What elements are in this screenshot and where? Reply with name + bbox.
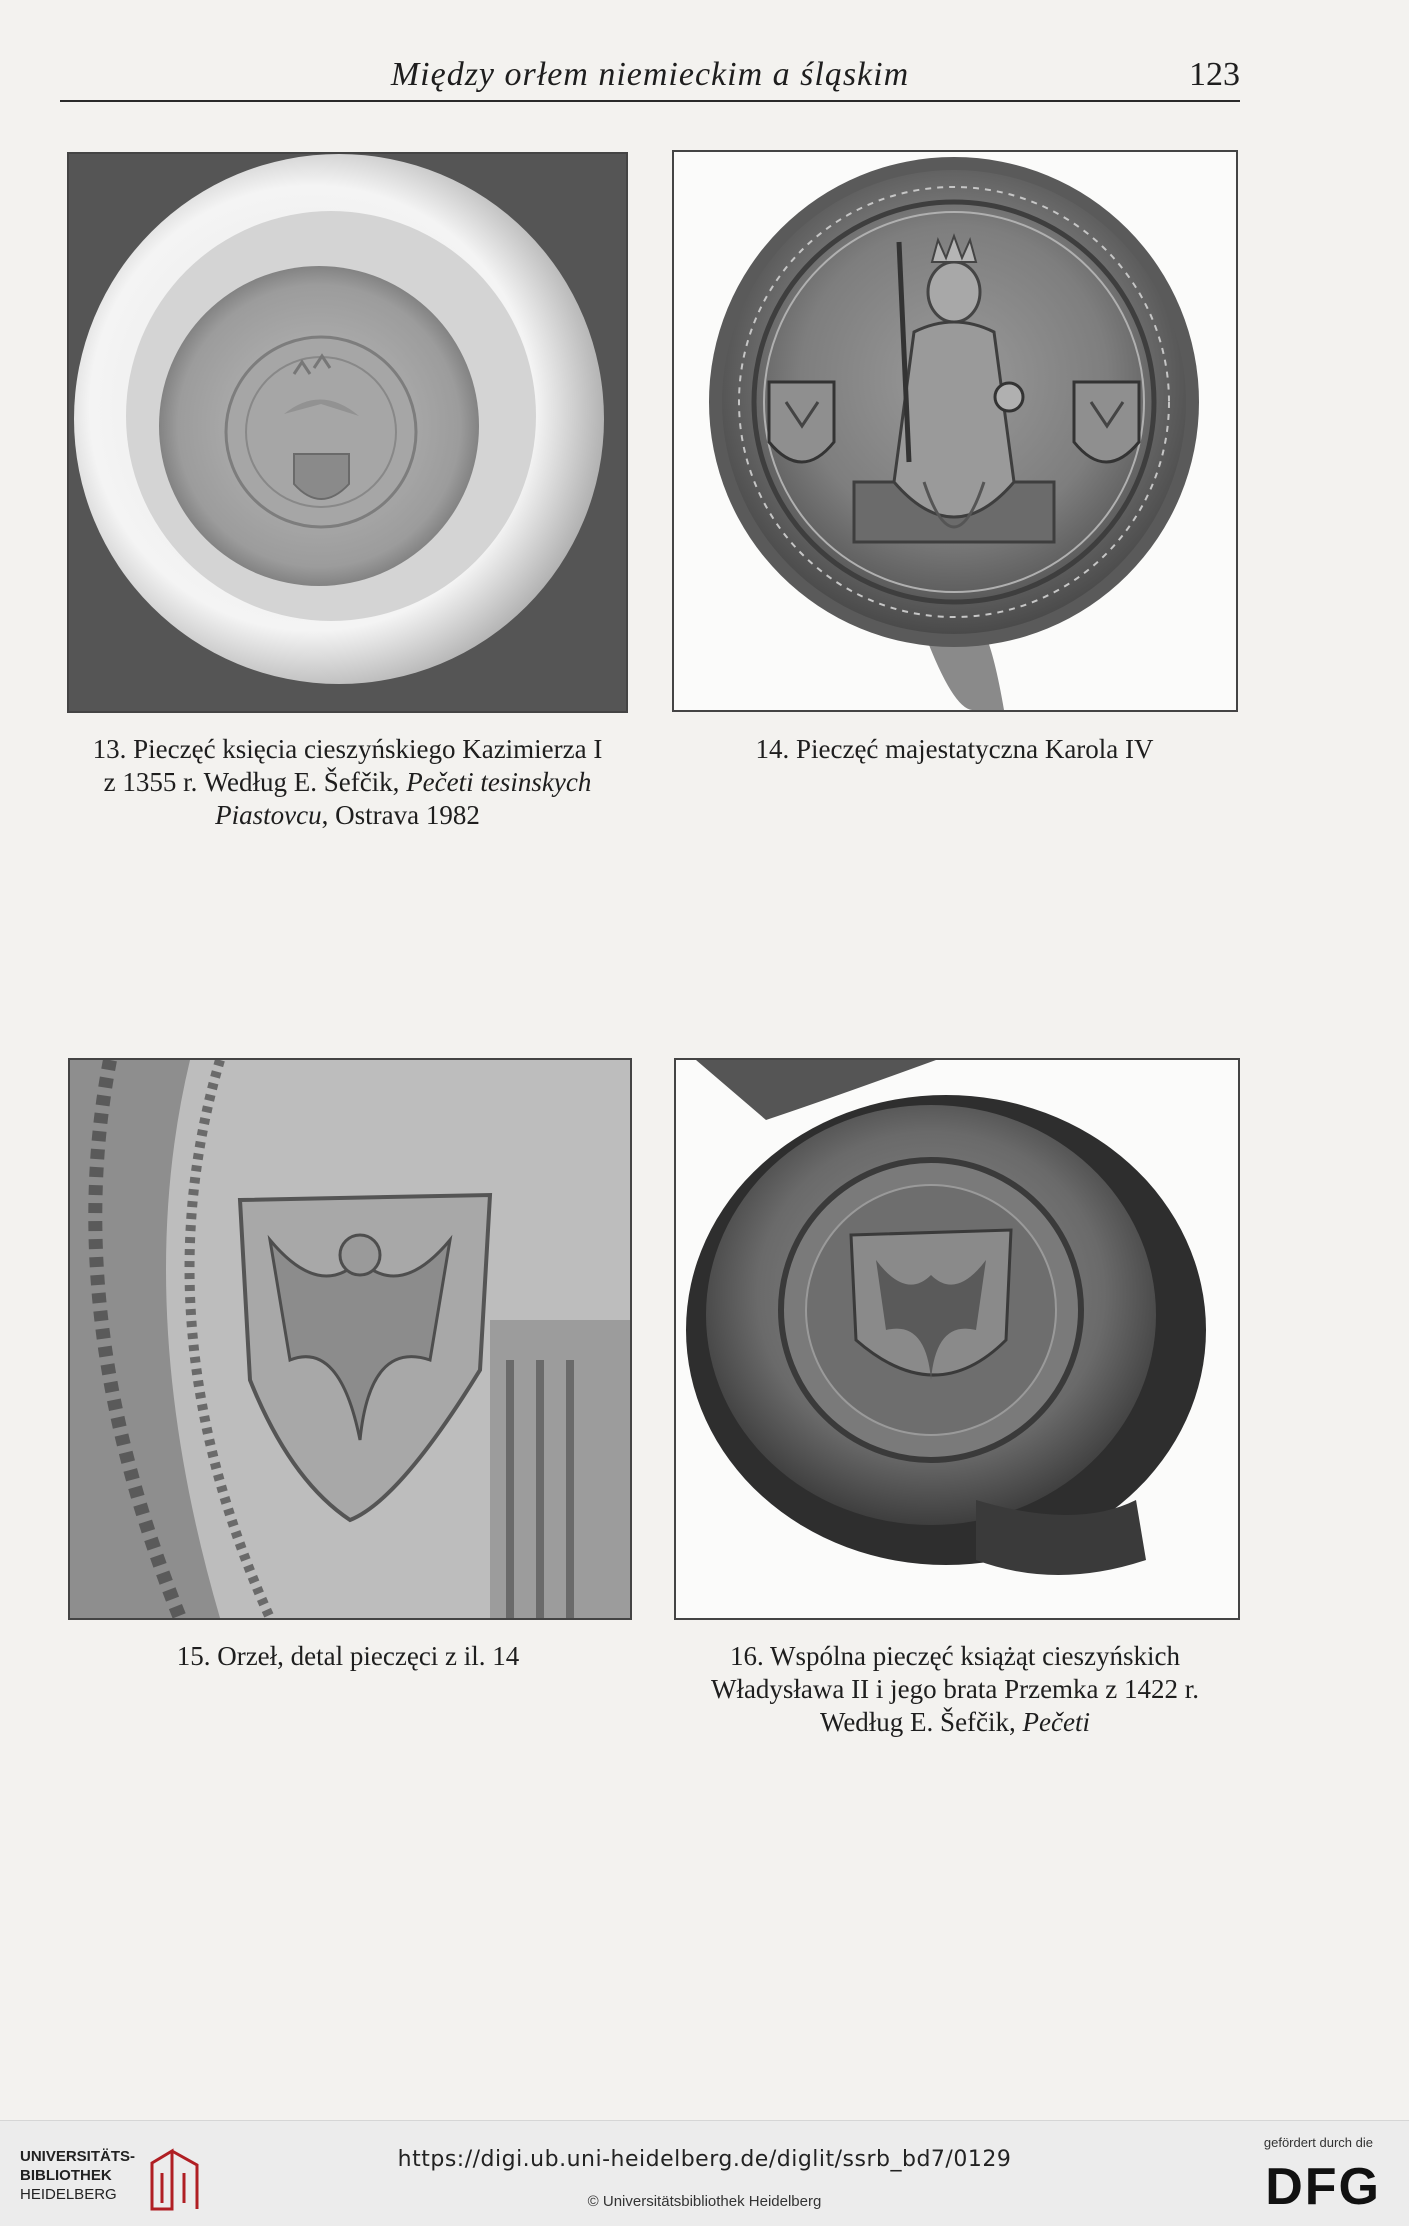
caption-line: 16. Wspólna pieczęć książąt cieszyńskich bbox=[729, 1641, 1181, 1671]
caption-line: 13. Pieczęć księcia cieszyńskiego Kazimierza I bbox=[92, 734, 603, 764]
figure-14-seal-photo bbox=[672, 150, 1238, 712]
caption-figure-16 bbox=[660, 1640, 1250, 1739]
caption-text: z 1355 r. Według E. Šefčik, bbox=[103, 767, 407, 797]
library-name-line: UNIVERSITÄTS- bbox=[20, 2148, 136, 2165]
caption-line bbox=[60, 799, 635, 832]
figure-15-eagle-detail-photo bbox=[68, 1058, 632, 1620]
caption-source-title: Piastovcu bbox=[215, 800, 322, 830]
caption-figure-15 bbox=[68, 1640, 628, 1673]
caption-text: , Ostrava 1982 bbox=[321, 800, 480, 830]
caption-line: 15. Orzeł, detal pieczęci z il. 14 bbox=[176, 1641, 520, 1671]
seal-image-14 bbox=[674, 152, 1236, 710]
running-title: Między orłem niemieckim a śląskim bbox=[390, 56, 910, 93]
seal-image-13 bbox=[69, 154, 626, 711]
eagle-detail-image bbox=[70, 1060, 630, 1618]
caption-line bbox=[660, 1706, 1250, 1739]
funder-label: gefördert durch die bbox=[1263, 2135, 1373, 2150]
seal-image-16 bbox=[676, 1060, 1238, 1618]
library-name-line: HEIDELBERG bbox=[20, 2186, 117, 2203]
caption-source-title: Pečeti tesinskych bbox=[406, 767, 592, 797]
caption-figure-14 bbox=[672, 733, 1237, 766]
permalink-url[interactable]: https://digi.ub.uni-heidelberg.de/diglit/ssrb_bd7/0129 bbox=[397, 2147, 1012, 2172]
caption-line: Władysława II i jego brata Przemka z 1422 r. bbox=[710, 1674, 1200, 1704]
running-head bbox=[60, 52, 1240, 102]
caption-line bbox=[60, 766, 635, 799]
page-number: 123 bbox=[1189, 56, 1240, 93]
caption-text: Według E. Šefčik, bbox=[820, 1707, 1023, 1737]
copyright-notice: © Universitätsbibliothek Heidelberg bbox=[587, 2193, 822, 2210]
viewer-footer bbox=[0, 2120, 1409, 2226]
library-name-line: BIBLIOTHEK bbox=[20, 2167, 112, 2184]
figure-16-seal-photo bbox=[674, 1058, 1240, 1620]
caption-line: 14. Pieczęć majestatyczna Karola IV bbox=[755, 734, 1154, 764]
figure-13-seal-photo bbox=[67, 152, 628, 713]
caption-figure-13 bbox=[60, 733, 635, 832]
caption-source-title: Pečeti bbox=[1022, 1707, 1090, 1737]
dfg-logo[interactable]: DFG bbox=[1265, 2158, 1381, 2216]
